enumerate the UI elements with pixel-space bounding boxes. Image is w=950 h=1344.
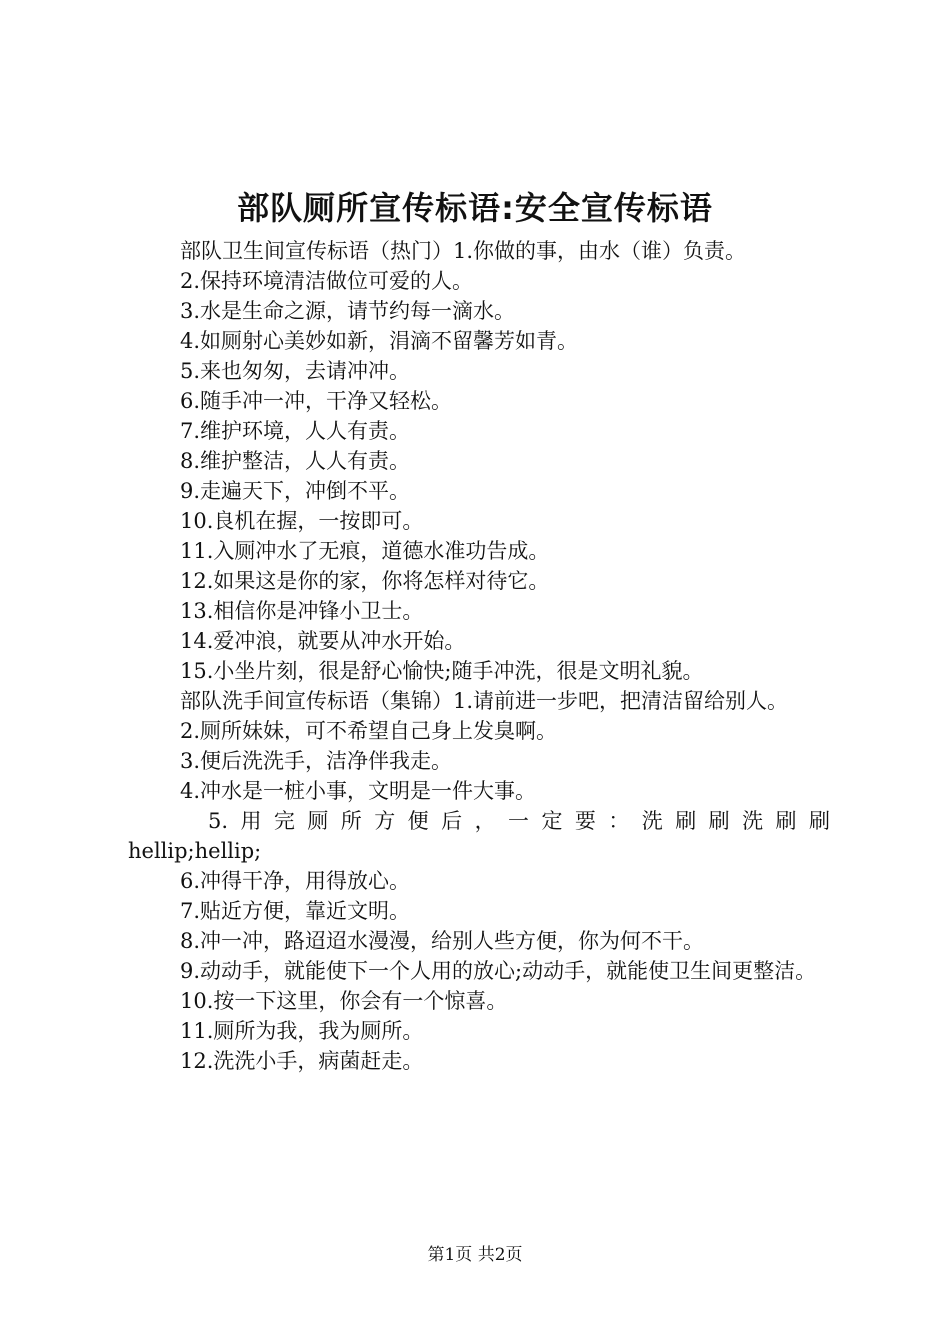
- paragraph: 6.冲得干净，用得放心。: [180, 869, 411, 893]
- paragraph: 12.如果这是你的家，你将怎样对待它。: [180, 569, 550, 593]
- paragraph: 4.如厕射心美妙如新，涓滴不留馨芳如青。: [180, 329, 579, 353]
- paragraph: 9.走遍天下，冲倒不平。: [180, 479, 411, 503]
- paragraph: 8.冲一冲，路迢迢水漫漫，给别人些方便，你为何不干。: [180, 929, 705, 953]
- paragraph: 3.水是生命之源，请节约每一滴水。: [180, 299, 516, 323]
- paragraph: 3.便后洗洗手，洁净伴我走。: [180, 749, 453, 773]
- paragraph: 11.厕所为我，我为厕所。: [180, 1019, 424, 1043]
- paragraph: 10.按一下这里，你会有一个惊喜。: [180, 989, 508, 1013]
- paragraph: 13.相信你是冲锋小卫士。: [180, 599, 424, 623]
- document-body: [128, 236, 830, 1076]
- paragraph: 15.小坐片刻，很是舒心愉快;随手冲洗，很是文明礼貌。: [180, 659, 704, 683]
- paragraph: 5.来也匆匆，去请冲冲。: [180, 359, 411, 383]
- paragraph: 10.良机在握，一按即可。: [180, 509, 424, 533]
- paragraph: 4.冲水是一桩小事，文明是一件大事。: [180, 779, 537, 803]
- paragraph: 14.爱冲浪，就要从冲水开始。: [180, 629, 466, 653]
- paragraph: hellip;hellip;: [128, 839, 262, 863]
- paragraph: 2.保持环境清洁做位可爱的人。: [180, 269, 474, 293]
- paragraph: 8.维护整洁，人人有责。: [180, 449, 411, 473]
- paragraph: 11.入厕冲水了无痕，道德水准功告成。: [180, 539, 550, 563]
- paragraph: 7.贴近方便，靠近文明。: [180, 899, 411, 923]
- paragraph: 2.厕所妹妹，可不希望自己身上发臭啊。: [180, 719, 558, 743]
- paragraph: 7.维护环境，人人有责。: [180, 419, 411, 443]
- paragraph: 6.随手冲一冲，干净又轻松。: [180, 389, 453, 413]
- page-footer: 第1页 共2页: [427, 1245, 523, 1265]
- paragraph: 部队洗手间宣传标语（集锦）1.请前进一步吧，把清洁留给别人。: [180, 689, 789, 713]
- paragraph: 部队卫生间宣传标语（热门）1.你做的事，由水（谁）负责。: [180, 239, 747, 263]
- paragraph: 9.动动手，就能使下一个人用的放心;动动手，就能使卫生间更整洁。: [180, 959, 817, 983]
- document-title: 部队厕所宣传标语:安全宣传标语: [237, 189, 713, 227]
- paragraph: 12.洗洗小手，病菌赶走。: [180, 1049, 424, 1073]
- paragraph: 5.用完厕所方便后，一定要：洗刷刷洗刷刷: [208, 809, 830, 833]
